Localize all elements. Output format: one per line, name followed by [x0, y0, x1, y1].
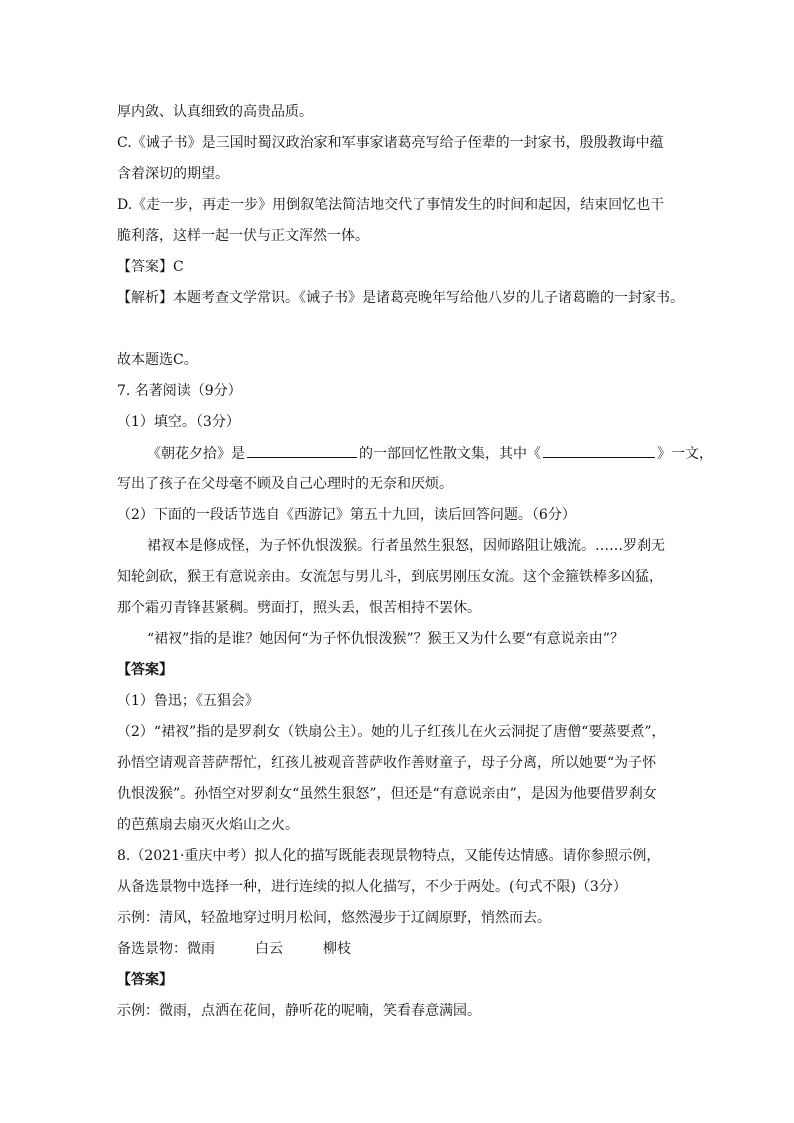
fill-blank-title[interactable] — [543, 443, 655, 458]
fill-blank-line — [147, 443, 713, 464]
option-d-line: D.《走一步，再走一步》用倒叙笔法简洁地交代了事情发生的时间和起因，结束回忆也干 — [117, 197, 665, 213]
book-bracket-open: 《 — [527, 446, 541, 462]
option-willow: 柳枝 — [323, 941, 351, 957]
text-line: 写出了孩子在父母毫不顾及自己心理时的无奈和厌烦。 — [117, 476, 453, 492]
answer-line: 仇恨泼猴”。孙悟空对罗刹女“虽然生狠怒”，但还是“有意说亲由”，是因为他要借罗刹女 — [117, 786, 657, 802]
poem-line: 知轮剑砍，猴王有意说亲由。女流怎与男儿斗，到底男刚压女流。这个金箍铁棒多凶猛， — [117, 569, 663, 585]
text-line: 厚内敛、认真细致的高贵品质。 — [117, 104, 313, 120]
question-8-heading: 8.（2021·重庆中考）拟人化的描写既能表现景物特点，又能传达情感。请你参照示例， — [117, 848, 661, 864]
poem-line: 那个霜刃青锋甚紧稠。劈面打，照头丢，恨苦相持不罢休。 — [117, 600, 481, 616]
option-c-line: C.《诫子书》是三国时蜀汉政治家和军事家诸葛亮写给子侄辈的一封家书，殷殷教诲中蕴 — [117, 135, 664, 151]
answer-heading: 【答案】 — [117, 972, 173, 988]
fill-text-part3: 一文， — [671, 446, 713, 462]
fill-text-part2: 的一部回忆性散文集，其中 — [359, 446, 527, 462]
text-line: 含着深切的期望。 — [117, 166, 229, 182]
question-line: “裙衩”指的是谁？她因何“为子怀仇恨泼猴”？猴王又为什么要“有意说亲由”？ — [147, 631, 624, 647]
fill-blank-author[interactable] — [247, 443, 357, 458]
options-line — [117, 939, 351, 959]
answer-line: 示例：微雨，点洒在花间，静听花的呢喃，笑看春意满园。 — [117, 1003, 481, 1019]
sub-question-1: （1）填空。（3分） — [117, 414, 240, 430]
text-line: 从备选景物中选择一种，进行连续的拟人化描写，不少于两处。(句式不限)（3分） — [117, 879, 627, 895]
sub-question-2: （2）下面的一段话节选自《西游记》第五十九回，读后回答问题。（6分） — [117, 507, 576, 523]
question-7-heading: 7. 名著阅读（9分） — [117, 383, 242, 399]
answer-line: （2）“裙衩”指的是罗刹女（铁扇公主）。她的儿子红孩儿在火云洞捉了唐僧“要蒸要煮”， — [117, 724, 666, 740]
answer-line: 【答案】C — [117, 259, 184, 275]
text-line: 脆利落，这样一起一伏与正文浑然一体。 — [117, 228, 369, 244]
option-cloud: 白云 — [255, 941, 283, 957]
poem-line: 裙衩本是修成怪，为子怀仇恨泼猴。行者虽然生狠怒，因师路阻让娥流。……罗刹无 — [147, 538, 665, 554]
answer-line: 孙悟空请观音菩萨帮忙，红孩儿被观音菩萨收作善财童子，母子分离，所以她要“为子怀 — [117, 755, 657, 771]
answer-line: 的芭蕉扇去扇灭火焰山之火。 — [117, 817, 299, 833]
answer-line: （1）鲁迅；《五猖会》 — [117, 693, 259, 709]
answer-heading: 【答案】 — [117, 662, 173, 678]
fill-text-part1: 《朝花夕拾》是 — [147, 446, 245, 462]
analysis-line: 【解析】本题考查文学常识。《诫子书》是诸葛亮晚年写给他八岁的儿子诸葛瞻的一封家书。 — [117, 290, 684, 306]
book-bracket-close: 》 — [657, 446, 671, 462]
option-rain: 备选景物：微雨 — [117, 941, 215, 957]
example-line: 示例：清风，轻盈地穿过明月松间，悠然漫步于辽阔原野，悄然而去。 — [117, 910, 551, 926]
conclusion-line: 故本题选C。 — [117, 352, 198, 368]
